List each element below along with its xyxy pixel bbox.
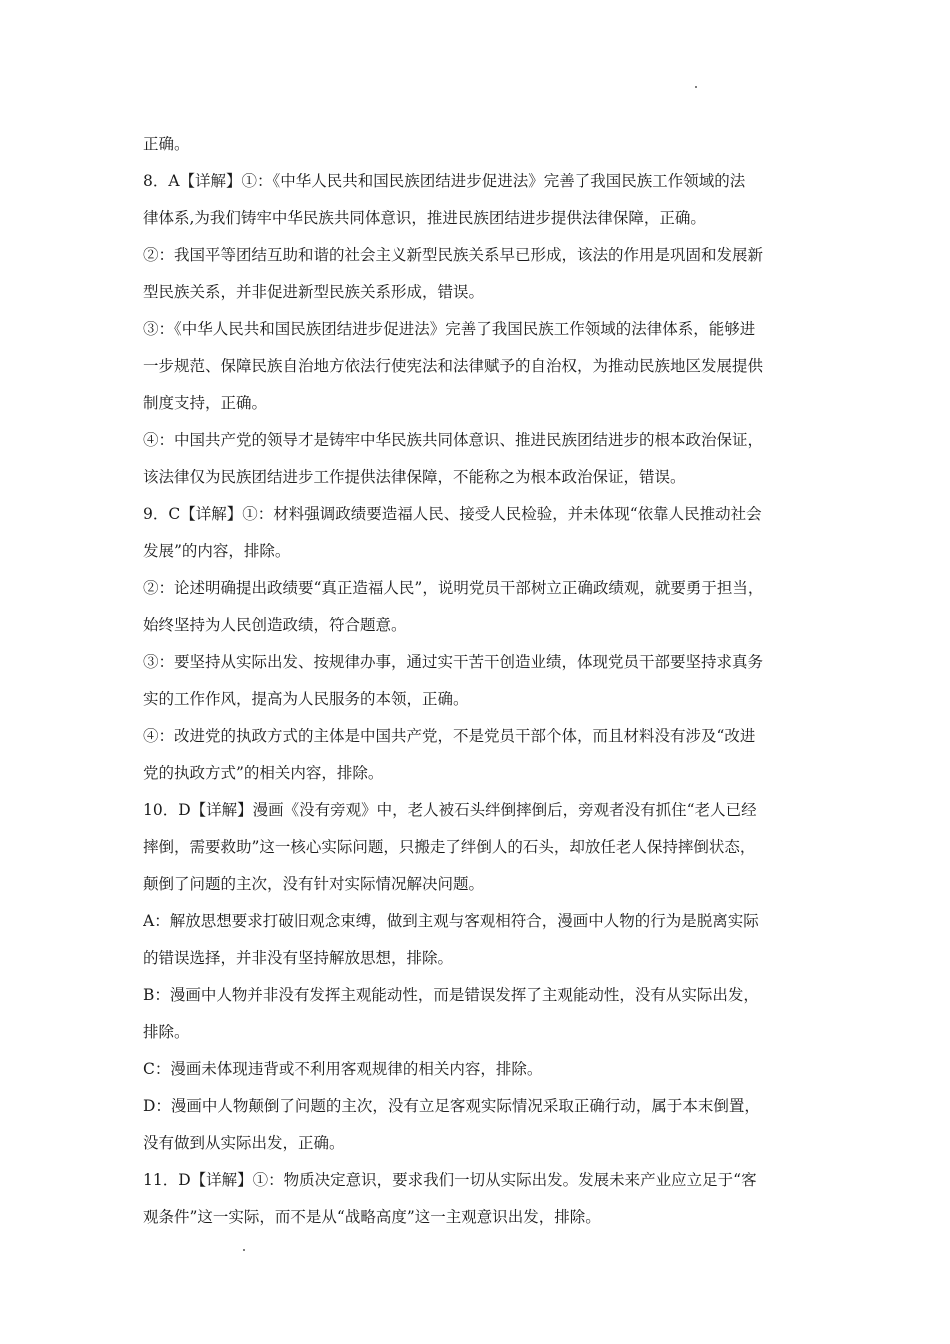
text-line: 11．D【详解】①：物质决定意识，要求我们一切从实际出发。发展未来产业应立足于“客 [143,1171,757,1189]
text-line: 一步规范、保障民族自治地方依法行使宪法和法律赋予的自治权，为推动民族地区发展提供 [143,357,764,375]
text-line: 党的执政方式”的相关内容，排除。 [143,764,384,782]
text-line: A：解放思想要求打破旧观念束缚，做到主观与客观相符合，漫画中人物的行为是脱离实际 [143,912,759,930]
text-line: 型民族关系，并非促进新型民族关系形成，错误。 [143,283,485,301]
text-line: ④：改进党的执政方式的主体是中国共产党，不是党员干部个体，而且材料没有涉及“改进 [143,727,756,745]
text-line: 的错误选择，并非没有坚持解放思想，排除。 [143,949,454,967]
text-line: 没有做到从实际出发，正确。 [143,1134,345,1152]
text-line: 观条件”这一实际，而不是从“战略高度”这一主观意识出发，排除。 [143,1208,601,1226]
text-line: D：漫画中人物颠倒了问题的主次，没有立足客观实际情况采取正确行动，属于本末倒置， [143,1097,760,1115]
text-line: 8．A【详解】①：《中华人民共和国民族团结进步促进法》完善了我国民族工作领域的法 [143,172,746,190]
text-line: 10．D【详解】漫画《没有旁观》中，老人被石头绊倒摔倒后，旁观者没有抓住“老人已经 [143,801,757,819]
text-line: ③：《中华人民共和国民族团结进步促进法》完善了我国民族工作领域的法律体系，能够进 [143,320,756,338]
page-mark-bottom [243,1249,245,1251]
text-line: ③：要坚持从实际出发、按规律办事，通过实干苦干创造业绩，体现党员干部要坚持求真务 [143,653,764,671]
text-line: 发展”的内容，排除。 [143,542,291,560]
text-line: ②：我国平等团结互助和谐的社会主义新型民族关系早已形成，该法的作用是巩固和发展新 [143,246,764,264]
text-line: 摔倒，需要救助”这一核心实际问题，只搬走了绊倒人的石头，却放任老人保持摔倒状态， [143,838,756,856]
text-line: 始终坚持为人民创造政绩，符合题意。 [143,616,407,634]
text-line: ②：论述明确提出政绩要“真正造福人民”，说明党员干部树立正确政绩观，就要勇于担当， [143,579,764,597]
answer-explanations [143,126,803,1236]
text-line: B：漫画中人物并非没有发挥主观能动性，而是错误发挥了主观能动性，没有从实际出发， [143,986,759,1004]
text-line: 制度支持，正确。 [143,394,268,412]
text-line: 排除。 [143,1023,190,1041]
text-line: 该法律仅为民族团结进步工作提供法律保障，不能称之为根本政治保证，错误。 [143,468,686,486]
text-line: 9．C【详解】①：材料强调政绩要造福人民、接受人民检验，并未体现“依靠人民推动社会 [143,505,762,523]
text-line: ④：中国共产党的领导才是铸牢中华民族共同体意识、推进民族团结进步的根本政治保证， [143,431,764,449]
text-line: 颠倒了问题的主次，没有针对实际情况解决问题。 [143,875,485,893]
text-line: 实的工作作风，提高为人民服务的本领，正确。 [143,690,469,708]
text-line: 正确。 [143,135,190,153]
text-line: 律体系,为我们铸牢中华民族共同体意识，推进民族团结进步提供法律保障，正确。 [143,209,706,227]
text-line: C：漫画未体现违背或不利用客观规律的相关内容，排除。 [143,1060,543,1078]
page-mark-top [695,86,697,88]
